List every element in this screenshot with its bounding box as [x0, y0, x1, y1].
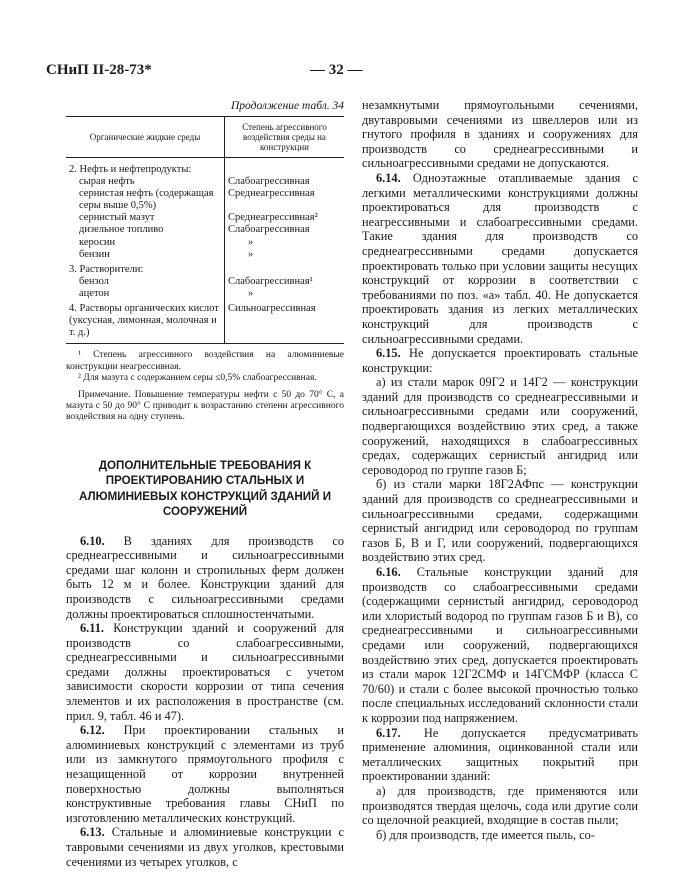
- paragraph-text: Не допускается проектировать стальные конструкции:: [362, 346, 638, 375]
- table-footnotes: [66, 350, 344, 423]
- table-cell: Среднеагрессивная: [227, 188, 315, 200]
- clause-number: 6.16.: [376, 565, 401, 579]
- table-cell: сырая нефть: [79, 176, 135, 188]
- paragraph-6-12: [66, 723, 344, 825]
- table-cell: 2. Нефть и нефтепродукты:: [66, 158, 224, 177]
- table-cell: Слабоагрессивная¹: [227, 275, 313, 287]
- table-row: [66, 158, 344, 177]
- paragraph-6-11: [66, 621, 344, 723]
- clause-6-17-b: б) для производств, где имеется пыль, со-: [376, 827, 595, 842]
- paragraph-6-14: [362, 171, 638, 346]
- paragraph-6-13-continued: незамкнутыми прямоугольными сечениями, двутавровыми сечениями из швеллеров или из гнутого профиля в зданиях и сооружениях для производств со среднеагрессивными и сильноагрессивными средами не допускаются.: [362, 98, 638, 171]
- table-row: [66, 276, 344, 288]
- table-row: [66, 224, 344, 236]
- paragraph-text: Конструкции зданий и сооружений для производств со слабоагрессивными, среднеагрессивными и сильноагрессивными средами должны проектироваться с учетом зависимости скорости коррозии от типа сечения элементов и их расположения в пространстве (см. прил. 9, табл. 46 и 47).: [66, 621, 345, 723]
- table-cell: [224, 261, 344, 276]
- clause-number: 6.10.: [80, 533, 105, 548]
- table-row: [66, 300, 344, 344]
- running-header: СНиП II-28-73*: [46, 62, 152, 78]
- clause-6-15-b: б) из стали марки 18Г2АФпс — конструкции зданий для производств со среднеагрессивными и сильноагрессивными средами, содержащими сернистый ангидрид или сероводород по группам газов Б, В и Г, или сооружений, подвергающихся воздействию этих сред.: [362, 477, 638, 565]
- paragraph-text: В зданиях для производств со среднеагрессивными и сильноагрессивными средами шаг колонн и стропильных ферм должен быть 12 м и более. Конструкции зданий для производств с сильноагрессивными средами должны проектироваться сплошностенчатыми.: [66, 533, 345, 621]
- table-row: [66, 176, 344, 188]
- paragraph-6-10: [66, 534, 344, 622]
- table-row: [66, 288, 344, 300]
- paragraph-6-16: [362, 565, 638, 726]
- table-cell: дизельное топливо: [79, 224, 164, 236]
- clause-number: 6.14.: [376, 170, 401, 185]
- clause-number: 6.13.: [80, 825, 105, 840]
- table-cell: »: [247, 287, 254, 299]
- table-cell: »: [247, 236, 254, 248]
- left-body-text: [66, 534, 344, 870]
- table-row: [66, 237, 344, 249]
- table-cell: Слабоагрессивная: [227, 224, 310, 236]
- table-continuation-label: Продолжение табл. 34: [231, 100, 344, 112]
- paragraph-6-15: [362, 346, 638, 375]
- footnote: ² Для мазута с содержанием серы ≤0,5% слабоагрессивная.: [78, 372, 317, 383]
- table-cell: сернистый мазут: [79, 212, 155, 224]
- table-cell: Слабоагрессивная: [227, 176, 310, 188]
- aggressiveness-table: [66, 116, 344, 344]
- left-column: [66, 100, 344, 869]
- paragraph-text: Одноэтажные отапливаемые здания с легкими металлическими конструкциями должны проектироваться для производств с неагрессивными и слабоагрессивными средами. Такие здания для производств со среднеагрессивными средами допускается проектировать только при условии защиты несущих конструкций от коррозии в соответствии с требованиями по поз. «а» табл. 40. Не допускается проектировать здания из легких металлических конструкций для производств с сильноагрессивными средами.: [362, 170, 638, 346]
- table-header-degree: Степень агрессивного воздействия среды на конструкции: [224, 117, 344, 158]
- table-cell: 4. Растворы органических кислот (уксусная, лимонная, молочная и т. д.): [66, 300, 224, 344]
- clause-number: 6.12.: [80, 723, 105, 738]
- table-cell: Среднеагрессивная²: [227, 212, 318, 224]
- table-cell: ацетон: [79, 287, 110, 299]
- paragraph-text: При проектировании стальных и алюминиевых конструкций с элементами из труб или из замкнутого прямоугольного профиля с незащищенной от коррозии внутренней поверхностью должны выполняться конструктивные требования главы СНиП по изготовлению металлических конструкций.: [66, 723, 344, 825]
- table-row: [66, 249, 344, 261]
- table-cell: сернистая нефть (содержащая серы выше 0,5%): [79, 188, 214, 212]
- table-cell: 3. Растворители:: [66, 261, 224, 276]
- paragraph-text: Не допускается предусматривать применение алюминия, оцинкованной стали или металлических защитных покрытий при проектировании зданий:: [362, 725, 638, 784]
- table-cell: бензол: [79, 275, 109, 287]
- page-number: — 32 —: [310, 62, 363, 78]
- clause-6-17-a: а) для производств, где применяются или производятся твердая щелочь, сода или другие соли со щелочной реакцией, входящие в состав пыли;: [362, 783, 638, 828]
- table-cell: бензин: [79, 248, 110, 260]
- paragraph-6-13: [66, 825, 344, 869]
- table-note: Примечание. Повышение температуры нефти с 50 до 70° С, а мазута с 50 до 90° С приводит к возрастанию степени агрессивного воздействия на одну ступень.: [66, 389, 344, 423]
- footnote: ¹ Степень агрессивного воздействия на алюминиевые конструкции неагрессивная.: [66, 350, 344, 372]
- table-row: [66, 212, 344, 224]
- section-heading: ДОПОЛНИТЕЛЬНЫЕ ТРЕБОВАНИЯ К ПРОЕКТИРОВАНИЮ СТАЛЬНЫХ И АЛЮМИНИЕВЫХ КОНСТРУКЦИЙ ЗДАНИЙ И СООРУЖЕНИЙ: [78, 458, 332, 519]
- right-column: [362, 98, 638, 842]
- table-cell: [224, 158, 344, 177]
- clause-number: 6.11.: [80, 621, 105, 636]
- clause-6-15-a: а) из стали марок 09Г2 и 14Г2 — конструкции зданий для производств со среднеагрессивными и сильноагрессивными средами или сооружений, подвергающихся воздействию этих сред, а также сооружений, находящихся в слабоагрессивных средах, содержащих сернистый ангидрид или сероводород по группе газов Б;: [362, 375, 638, 477]
- table-cell: »: [247, 248, 254, 260]
- table-row: [66, 261, 344, 276]
- paragraph-6-17: [362, 726, 638, 784]
- table-header-media: Органические жидкие среды: [66, 117, 224, 158]
- clause-number: 6.17.: [376, 725, 401, 740]
- paragraph-text: Стальные конструкции зданий для производств со слабоагрессивными средами (содержащими сернистый ангидрид, сероводород или хлористый водород по группам газов Б и В), со среднеагрессивными и сильноагрессивными средами или сооружений, подвергающихся воздействию этих сред, допускается проектировать из стали марок 12Г2СМФ и 14ГСМФР (класса С 70/60) и стали с более высокой прочностью только после специальных исследований склонности стали к коррозии под напряжением.: [362, 565, 638, 725]
- table-cell: Сильноагрессивная: [224, 300, 344, 344]
- table-row: [66, 188, 344, 212]
- clause-number: 6.15.: [376, 346, 401, 361]
- table-cell: керосин: [79, 236, 116, 248]
- paragraph-text: Стальные и алюминиевые конструкции с тавровыми сечениями из двух уголков, крестовыми сечениями из четырех уголков, с: [66, 825, 345, 869]
